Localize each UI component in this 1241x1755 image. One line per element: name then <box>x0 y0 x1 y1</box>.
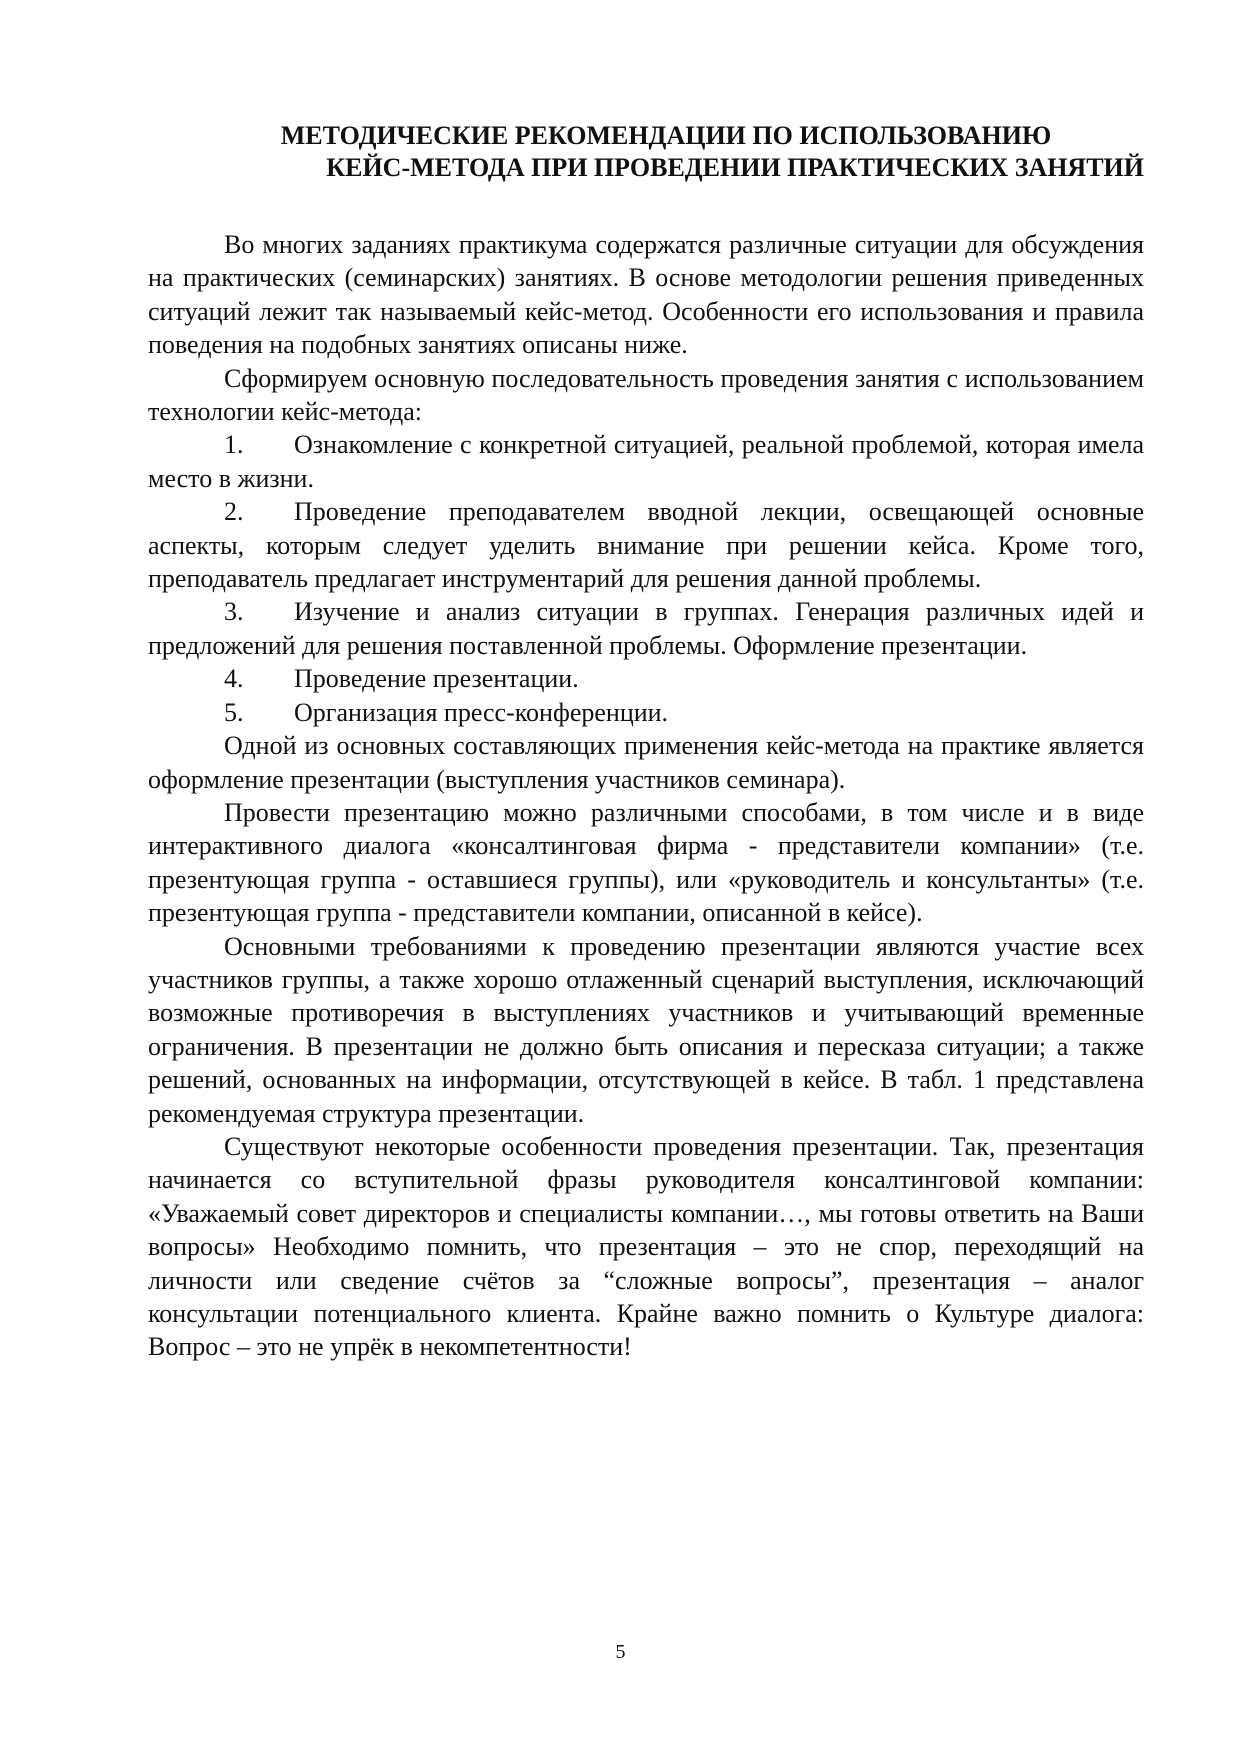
paragraph-requirements: Основными требованиями к проведению презентации являются участие всех участников группы, а также хорошо отлаженный сценарий выступления, исключающий возможные противоречия в выступлениях участников и учитывающий временные ограничения. В презентации не должно быть описания и пересказа ситуации; а также решений, основанных на информации, отсутствующей в кейсе. В табл. 1 представлена рекомендуемая структура презентации. <box>148 931 1144 1128</box>
step-number: 4. <box>224 664 244 694</box>
step-number: 5. <box>224 697 244 727</box>
paragraph-sequence-intro: Сформируем основную последовательность проведения занятия с использованием технологии кейс-метода: <box>148 363 1144 427</box>
document-page <box>148 120 1144 1364</box>
step-text: Организация пресс-конференции. <box>294 697 669 727</box>
title-line-2: КЕЙС-МЕТОДА ПРИ ПРОВЕДЕНИИ ПРАКТИЧЕСКИХ ЗАНЯТИЙ <box>326 153 1144 182</box>
step-item <box>148 662 1144 695</box>
paragraph-presentation: Одной из основных составляющих применения кейс-метода на практике является оформление презентации (выступления участников семинара). <box>148 731 1144 794</box>
step-text: Проведение преподавателем вводной лекции, освещающей основные аспекты, которым следует уделить внимание при решении кейса. Кроме того, преподаватель предлагает инструментарий для решения данной проблемы. <box>148 497 1144 594</box>
step-number: 2. <box>224 497 244 527</box>
step-item <box>148 495 1144 595</box>
paragraph-features: Существуют некоторые особенности проведения презентации. Так, презентация начинается со вступительной фразы руководителя консалтинговой компании: «Уважаемый совет директоров и специалисты компании…, мы готовы ответить на Ваши вопросы» Необходимо помнить, что презентация – это не спор, переходящий на личности или сведение счётов за “сложные вопросы”, презентация – аналог консультации потенциального клиента. Крайне важно помнить о Культуре диалога: Вопрос – это не упрёк в некомпетентности! <box>148 1131 1144 1362</box>
paragraph-intro: Во многих заданиях практикума содержатся различные ситуации для обсуждения на практических (семинарских) занятиях. В основе методологии решения приведенных ситуаций лежит так называемый кейс-метод. Особенности его использования и правила поведения на подобных занятиях описаны ниже. <box>148 230 1144 360</box>
step-text: Проведение презентации. <box>294 664 579 694</box>
document-title <box>148 120 1144 184</box>
step-number: 1. <box>224 430 244 460</box>
step-number: 3. <box>224 597 244 627</box>
title-line-1: МЕТОДИЧЕСКИЕ РЕКОМЕНДАЦИИ ПО ИСПОЛЬЗОВАНИЮ <box>280 121 1052 150</box>
paragraph-dialog-formats: Провести презентацию можно различными способами, в том числе и в виде интерактивного диалога «консалтинговая фирма - представители компании» (т.е. презентующая группа - оставшиеся группы), или «руководитель и консультанты» (т.е. презентующая группа - представители компании, описанной в кейсе). <box>148 797 1144 928</box>
page-number: 5 <box>615 1641 626 1663</box>
step-text: Ознакомление с конкретной ситуацией, реальной проблемой, которая имела место в жизни. <box>148 430 1144 493</box>
step-item <box>148 696 1144 729</box>
step-item <box>148 595 1144 662</box>
document-body <box>148 228 1144 1364</box>
step-text: Изучение и анализ ситуации в группах. Генерация различных идей и предложений для решения поставленной проблемы. Оформление презентации. <box>148 597 1144 660</box>
step-item <box>148 428 1144 495</box>
